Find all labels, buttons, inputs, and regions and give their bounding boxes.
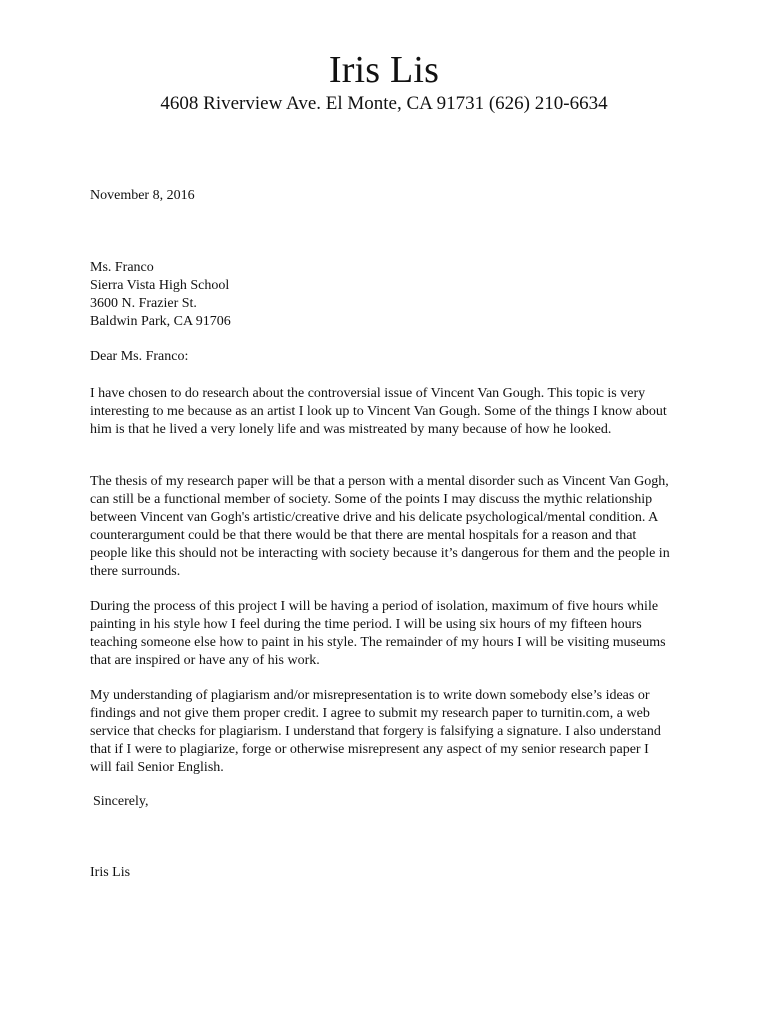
recipient-name: Ms. Franco: [90, 260, 154, 275]
paragraph-thesis: The thesis of my research paper will be that a person with a mental disorder such as Vincent Van Gogh, can still be a functional member of society. Some of the points I may discuss the mythic relationship between Vincent van Gogh's artistic/creative drive and his delicate psychological/mental condition. A counterargument could be that there would be that there are mental hospitals for a reason and that people like this should not be interacting with society because it’s dangerous for them and the people in there surrounds.: [90, 474, 670, 579]
closing: Sincerely,: [93, 794, 149, 809]
recipient-address: [90, 259, 670, 331]
letter-date: November 8, 2016: [90, 188, 195, 203]
letterhead-contact: 4608 Riverview Ave. El Monte, CA 91731 (626) 210-6634: [160, 93, 608, 114]
paragraph-process: During the process of this project I will be having a period of isolation, maximum of five hours while painting in his style how I feel during the time period. I will be using six hours of my fifteen hours teaching someone else how to paint in his style. The remainder of my hours I will be visiting museums that are inspired or have any of his work.: [90, 599, 666, 668]
paragraph-topic: I have chosen to do research about the controversial issue of Vincent Van Gough. This topic is very interesting to me because as an artist I look up to Vincent Van Gough. Some of the things I know about him is that he lived a very lonely life and was mistreated by many because of how he looked.: [90, 386, 667, 437]
recipient-city-line: Baldwin Park, CA 91706: [90, 314, 231, 329]
paragraph-plagiarism: My understanding of plagiarism and/or misrepresentation is to write down somebody else’s ideas or findings and not give them proper credit. I agree to submit my research paper to turnitin.com, a web service that checks for plagiarism. I understand that forgery is falsifying a signature. I also understand that if I were to plagiarize, forge or otherwise misrepresent any aspect of my senior research paper I will fail Senior English.: [90, 688, 661, 775]
letterhead-name: Iris Lis: [328, 49, 440, 91]
recipient-street: 3600 N. Frazier St.: [90, 296, 197, 311]
signature-name: Iris Lis: [90, 865, 131, 880]
salutation: Dear Ms. Franco:: [90, 349, 189, 364]
recipient-organization: Sierra Vista High School: [90, 278, 230, 293]
